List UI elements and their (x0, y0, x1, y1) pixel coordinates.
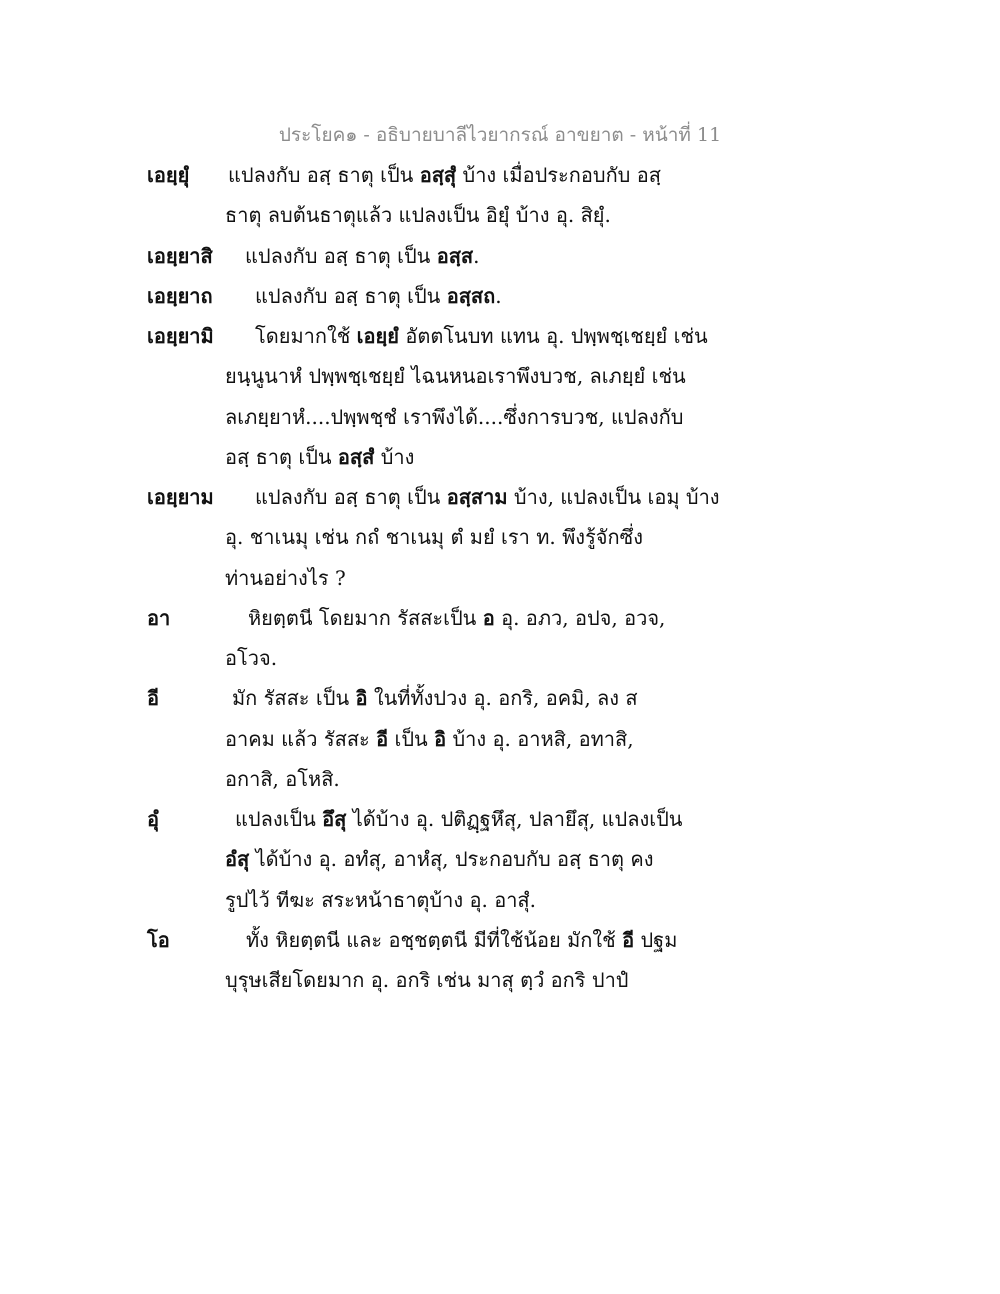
entry-term: เอยฺยาถ (147, 283, 213, 308)
bold-term: อึสุ (322, 807, 347, 831)
text-segment: แปลงกับ อสฺ ธาตุ เป็น (255, 283, 447, 308)
page-header: ประโยค๑ - อธิบายบาลีไวยากรณ์ อาขยาต - หน้าที่ 11 (278, 124, 722, 146)
text-segment: ได้บ้าง อุ. ปติฏฺฐหึสุ, ปลายึสุ, แปลงเป็น (346, 807, 683, 831)
body-line (225, 638, 767, 678)
grammar-entries (147, 155, 767, 1000)
entry-o (147, 920, 767, 1001)
entry-ii (147, 678, 767, 799)
text-segment: บ้าง, แปลงเป็น เอมุ บ้าง (507, 485, 720, 509)
text-segment: ท่านอย่างไร ? (225, 565, 346, 590)
bold-term: อสฺสุํ (419, 163, 457, 187)
text-segment: อุ. อภว, อปจ, อวจ, (494, 605, 666, 630)
bold-term: อิ (355, 686, 368, 711)
bold-term: อี (376, 726, 389, 751)
entry-eyyasi (147, 236, 767, 276)
entry-eyyatha (147, 276, 767, 316)
text-segment: อัตตโนบท แทน อุ. ปพฺพชฺเชยฺยํ เช่น (398, 324, 708, 348)
body-line (225, 678, 767, 718)
text-segment: แปลงเป็น (235, 807, 323, 831)
text-segment: ธาตุ ลบต้นธาตุแล้ว แปลงเป็น อิยุํ บ้าง อุ. สิยุํ. (225, 203, 611, 228)
text-segment: ยนฺนูนาหํ ปพฺพชฺเชยฺยํ ไฉนหนอเราพึงบวช, ลเภยฺยํ เช่น (225, 364, 686, 389)
text-segment: อสฺ ธาตุ เป็น (225, 444, 338, 469)
entry-eyyami (147, 316, 767, 477)
body-line (225, 517, 767, 557)
body-line (225, 960, 767, 1000)
body-line (225, 920, 767, 960)
entry-body (225, 155, 767, 236)
entry-body (225, 598, 767, 679)
text-segment: ทั้ง หิยตฺตนี และ อชฺชตฺตนี มีที่ใช้น้อย มักใช้ (246, 927, 623, 952)
entry-aa (147, 598, 767, 679)
entry-term: เอยฺยุํ (147, 163, 190, 187)
entry-body (225, 316, 767, 477)
bold-term: อิ (434, 726, 447, 751)
text-segment: อาคม แล้ว รัสสะ (225, 726, 377, 751)
entry-um (147, 799, 767, 920)
entry-term: อา (147, 605, 171, 630)
bold-term: อสฺสํ (337, 444, 375, 469)
text-segment: อุ. ชาเนมุ เช่น กถํ ชาเนมุ ตํ มยํ เรา ท. พึงรู้จักซึ่ง (225, 525, 643, 550)
bold-term: อสฺสถ (446, 283, 496, 308)
body-line (225, 195, 767, 235)
body-line (225, 437, 767, 477)
entry-eyyama (147, 477, 767, 598)
text-segment: หิยตฺตนี โดยมาก รัสสะเป็น (248, 605, 483, 630)
entry-body (225, 477, 767, 598)
entry-term: เอยฺยาม (147, 485, 214, 509)
bold-term: อี (622, 927, 635, 952)
entry-term: เอยฺยามิ (147, 324, 214, 348)
text-segment: ลเภยฺยาหํ....ปพฺพชฺชํ เราพึงได้....ซึ่งการบวช, แปลงกับ (225, 404, 684, 429)
body-line (225, 356, 767, 396)
bold-term: อสฺส (436, 243, 474, 268)
entry-body (225, 920, 767, 1001)
entry-term: อุํ (147, 807, 160, 831)
text-segment: มัก รัสสะ เป็น (232, 686, 356, 711)
text-segment: บ้าง (374, 444, 415, 469)
text-segment: แปลงกับ อสฺ ธาตุ เป็น (255, 485, 447, 509)
entry-eyyum (147, 155, 767, 236)
text-segment: บ้าง อุ. อาหสิ, อทาสิ, (446, 726, 634, 751)
text-segment: แปลงกับ อสฺ ธาตุ เป็น (245, 243, 437, 268)
body-line (225, 397, 767, 437)
body-line (225, 558, 767, 598)
body-line (225, 880, 767, 920)
body-line (225, 155, 767, 195)
entry-term: อี (147, 686, 160, 711)
body-line (225, 759, 767, 799)
body-line (225, 477, 767, 517)
text-segment: บุรุษเสียโดยมาก อุ. อกริ เช่น มาสุ ตฺวํ อกริ ปาปํ (225, 968, 629, 992)
body-line (225, 719, 767, 759)
body-line (225, 839, 767, 879)
text-segment: รูปไว้ ทีฆะ สระหน้าธาตุบ้าง อุ. อาสุํ. (225, 887, 536, 912)
entry-body (225, 799, 767, 920)
body-line (225, 598, 767, 638)
text-segment: ได้บ้าง อุ. อทํสุ, อาหํสุ, ประกอบกับ อสฺ ธาตุ คง (249, 847, 654, 872)
text-segment: บ้าง เมื่อประกอบกับ อสฺ (456, 163, 661, 187)
text-segment: อกาสิ, อโหสิ. (225, 766, 340, 791)
bold-term: เอยฺยํ (356, 324, 399, 348)
bold-term: อ (482, 605, 495, 630)
bold-term: อสฺสาม (446, 485, 508, 509)
body-line (225, 236, 767, 276)
entry-body (225, 276, 767, 316)
body-line (225, 799, 767, 839)
entry-body (225, 678, 767, 799)
text-segment: ในที่ทั้งปวง อุ. อกริ, อคมิ, ลง ส (367, 686, 638, 711)
entry-body (225, 236, 767, 276)
text-segment: อโวจ. (225, 646, 278, 670)
entry-term: โอ (147, 927, 170, 952)
text-segment: เป็น (388, 726, 435, 751)
text-segment: . (495, 283, 502, 308)
text-segment: . (473, 243, 480, 268)
text-segment: แปลงกับ อสฺ ธาตุ เป็น (228, 163, 420, 187)
text-segment: ปฐม (634, 927, 678, 952)
bold-term: อํสุ (225, 847, 250, 872)
text-segment: โดยมากใช้ (255, 324, 357, 348)
body-line (225, 316, 767, 356)
body-line (225, 276, 767, 316)
entry-term: เอยฺยาสิ (147, 243, 213, 268)
